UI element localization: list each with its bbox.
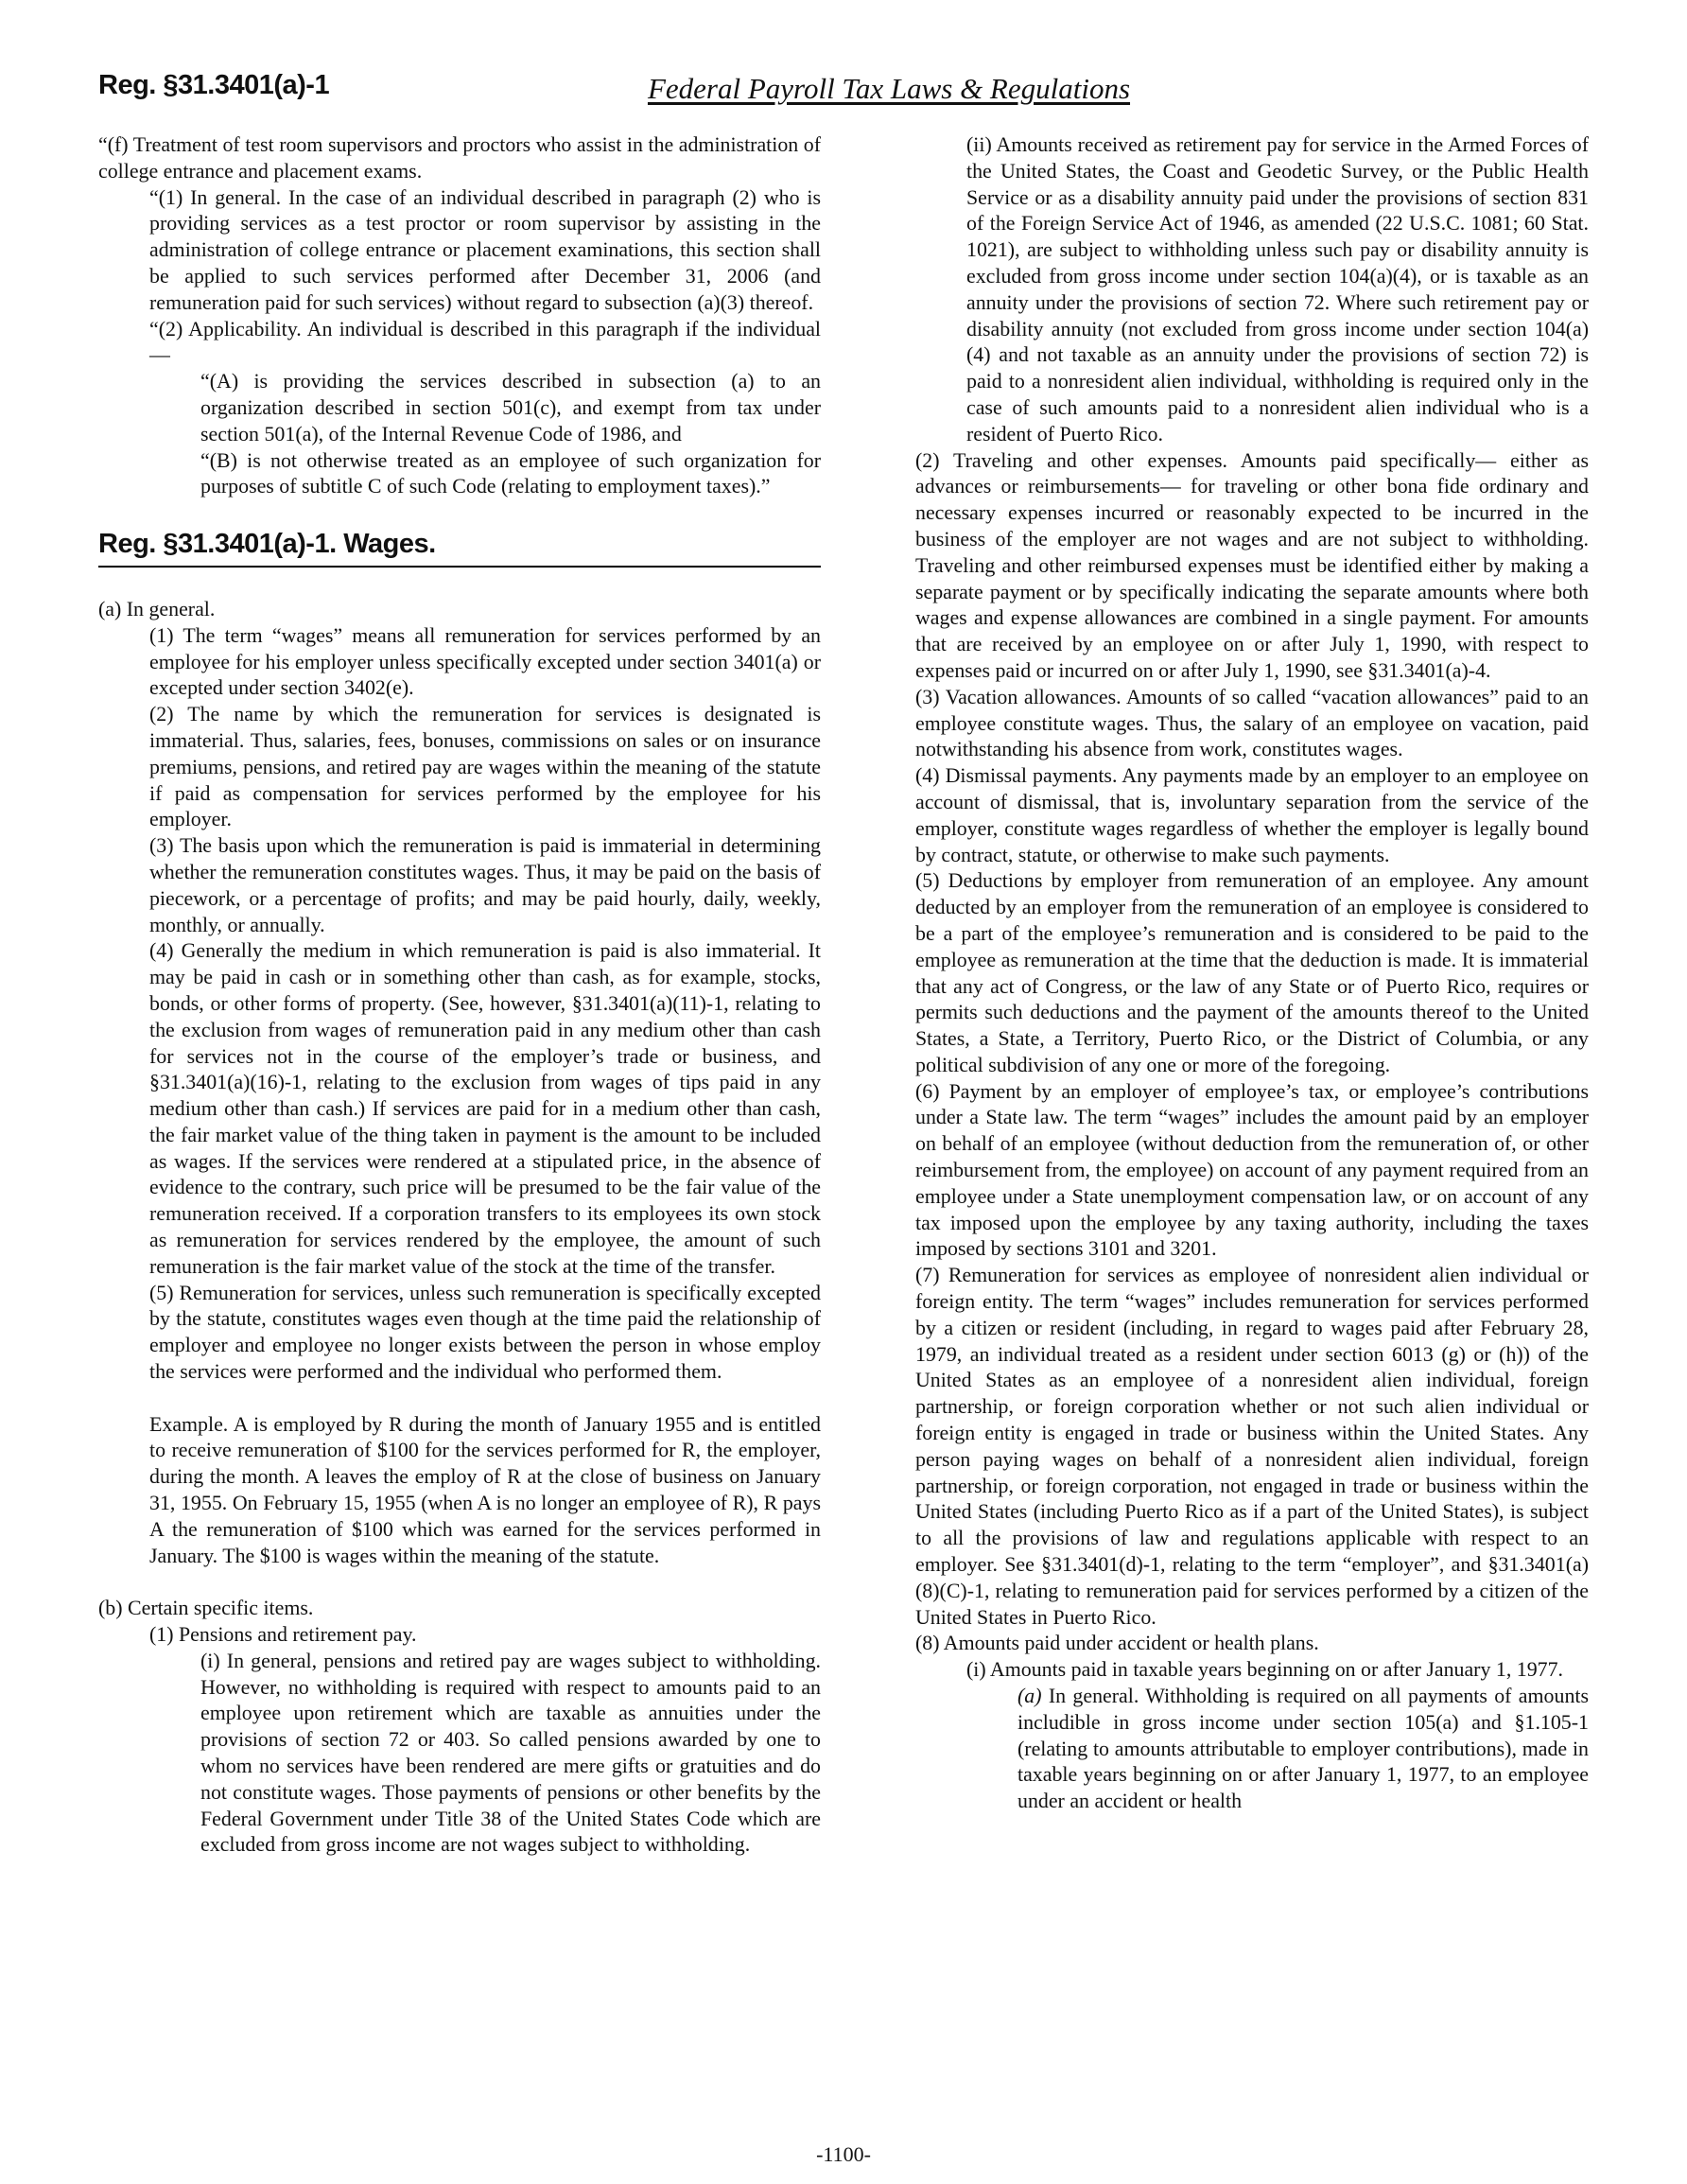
paragraph-f2: “(2) Applicability. An individual is described in this paragraph if the individual— [149, 316, 821, 367]
paragraph-b8i: (i) Amounts paid in taxable years beginning on or after January 1, 1977. [966, 1657, 1564, 1682]
paragraph-example: Example. A is employed by R during the month of January 1955 and is entitled to receive remuneration of $100 for the services performed for R, the employer, during the month. A leaves the employ of R at the close of business on January 31, 1955. On February 15, 1955 (when A is no longer an employee of R), R pays A the remuneration of $100 which was earned for the services performed in January. The $100 is wages within the meaning of the statute. [149, 1411, 821, 1567]
running-header-title: Federal Payroll Tax Laws & Regulations [647, 72, 1131, 105]
left-column [98, 131, 821, 1858]
section-title: Reg. §31.3401(a)-1. Wages. [98, 532, 821, 568]
paragraph-b1ii: (ii) Amounts received as retirement pay for service in the Armed Forces of the United States, the Coast and Geodetic Survey, or the Public Health Service or as a disability annuity paid under the provisions of section 831 of the Foreign Service Act of 1946, as amended (22 U.S.C. 1081; 60 Stat. 1021), are subject to withholding unless such pay or disability annuity is excluded from gross income under section 104(a)(4), or is taxable as an annuity under the provisions of section 72. Where such retirement pay or disability annuity (not excluded from gross income under section 104(a)(4) and not taxable as an annuity under the provisions of section 72) is paid to a nonresident alien individual, withholding is required only in the case of such amounts paid to a nonresident alien individual who is a resident of Puerto Rico. [966, 132, 1589, 446]
paragraph-a3: (3) The basis upon which the remuneration is paid is immaterial in determining whether the remuneration constitutes wages. Thus, it may be paid on the basis of piecework, or a percentage of profits; and may be paid hourly, daily, weekly, monthly, or annually. [149, 833, 821, 936]
paragraph-b6: (6) Payment by an employer of employee’s tax, or employee’s contributions under a State law. The term “wages” includes the amount paid by an employer on behalf of an employee (without deduction from the remuneration of, or other reimbursement from, the employee) on account of any payment required from an employee under a State unemployment compensation law, or on account of any tax imposed upon the employee by any taxing authority, including the taxes imposed by sections 3101 and 3201. [915, 1078, 1589, 1261]
paragraph-b8ia [915, 1683, 1589, 1814]
paragraph-f-heading: “(f) Treatment of test room supervisors and proctors who assist in the administration of college entrance and placement exams. [98, 132, 821, 183]
paragraph-b3: (3) Vacation allowances. Amounts of so called “vacation allowances” paid to an employee constitute wages. Thus, the salary of an employee on vacation, paid notwithstanding his absence from work, constitutes wages. [915, 684, 1589, 761]
paragraph-a2: (2) The name by which the remuneration for services is designated is immaterial. Thus, salaries, fees, bonuses, commissions on sales or on insurance premiums, pensions, and retired pay are wages within the meaning of the statute if paid as compensation for services performed by the employee for his employer. [149, 702, 821, 831]
paragraph-b2: (2) Traveling and other expenses. Amounts paid specifically— either as advances or reimbursements— for traveling or other bona fide ordinary and necessary expenses incurred or reasonably expected to be incurred in the business of the employer are not wages and are not subject to withholding. Traveling and other reimbursed expenses must be identified either by making a separate payment or by specifically indicating the separate amounts where both wages and expense allowances are combined in a single payment. For amounts that are received by an employee on or after July 1, 1990, with respect to expenses paid or incurred on or after July 1, 1990, see §31.3401(a)-4. [915, 447, 1589, 682]
paragraph-a4: (4) Generally the medium in which remuneration is paid is also immaterial. It may be paid in cash or in something other than cash, as for example, stocks, bonds, or other forms of property. (See, however, §31.3401(a)(11)-1, relating to the exclusion from wages of remuneration paid in any medium other than cash for services not in the course of the employer’s trade or business, and §31.3401(a)(16)-1, relating to the exclusion from wages of tips paid in any medium other than cash.) If services are paid for in a medium other than cash, the fair market value of the thing taken in payment is the amount to be included as wages. If the services were rendered at a stipulated price, in the absence of evidence to the contrary, such price will be presumed to be the fair value of the remuneration received. If a corporation transfers to its employees its own stock as remuneration for services rendered by the employee, the amount of such remuneration is the fair market value of the stock at the time of the transfer. [149, 938, 821, 1278]
paragraph-a-heading: (a) In general. [98, 596, 216, 620]
paragraph-b-heading: (b) Certain specific items. [98, 1596, 314, 1620]
paragraph-b1i: (i) In general, pensions and retired pay are wages subject to withholding. However, no withholding is required with respect to amounts paid to an employee upon retirement which are taxable as annuities under the provisions of section 72 or 403. So called pensions awarded by one to whom no services have been rendered are mere gifts or gratuities and do not constitute wages. Those payments of pensions or other benefits by the Federal Government under Title 38 of the United States Code which are excluded from gross income are not wages subject to withholding. [200, 1648, 821, 1857]
page-number: -1100- [816, 2142, 871, 2166]
paragraph-a5: (5) Remuneration for services, unless such remuneration is specifically excepted by the statute, constitutes wages even though at the time paid the relationship of employer and employee no longer exists between the person in whose employ the services were performed and the individual who performed them. [149, 1280, 821, 1384]
paragraph-b1: (1) Pensions and retirement pay. [149, 1622, 417, 1647]
paragraph-fB: “(B) is not otherwise treated as an employee of such organization for purposes of subtitle C of such Code (relating to employment taxes).” [200, 447, 821, 498]
paragraph-b4: (4) Dismissal payments. Any payments made by an employer to an employee on account of dismissal, that is, involuntary separation from the service of the employer, constitute wages regardless of whether the employer is legally bound by contract, statute, or otherwise to make such payments. [915, 763, 1589, 866]
paragraph-b8ia-text: In general. Withholding is required on all payments of amounts includible in gross income under section 105(a) and §1.105-1 (relating to amounts attributable to employer contributions), made in taxable years beginning on or after January 1, 1977, to an employee under an accident or health [1017, 1684, 1589, 1813]
paragraph-b5: (5) Deductions by employer from remuneration of an employee. Any amount deducted by an employer from the remuneration of an employee is considered to be a part of the employee’s remuneration and is considered to be paid to the employee as remuneration at the time that the deduction is made. It is immaterial that any act of Congress, or the law of any State or of Puerto Rico, requires or permits such deductions and the payment of the amounts thereof to the United States, a State, a Territory, Puerto Rico, or the District of Columbia, or any political subdivision of any one or more of the foregoing. [915, 868, 1589, 1076]
paragraph-b7: (7) Remuneration for services as employee of nonresident alien individual or foreign entity. The term “wages” includes remuneration for services performed by a citizen or resident (including, in regard to wages paid after February 28, 1979, an individual treated as a resident under section 6013 (g) or (h)) of the United States as an employee of a nonresident alien individual, foreign partnership, or foreign corporation whether or not such alien individual or foreign entity is engaged in trade or business within the United States. Any person paying wages on behalf of a nonresident alien individual, foreign partnership, or foreign corporation, not engaged in trade or business within the United States (including Puerto Rico as if a part of the United States), is subject to all the provisions of law and regulations applicable with respect to an employer. See §31.3401(d)-1, relating to the term “employer”, and §31.3401(a)(8)(C)-1, relating to remuneration paid for services performed by a citizen of the United States in Puerto Rico. [915, 1263, 1589, 1629]
paragraph-b8: (8) Amounts paid under accident or health plans. [915, 1631, 1319, 1655]
paragraph-fA: “(A) is providing the services described in subsection (a) to an organization described in section 501(c), and exempt from tax under section 501(a), of the Internal Revenue Code of 1986, and [200, 369, 821, 446]
paragraph-a1: (1) The term “wages” means all remuneration for services performed by an employee for his employer unless specifically excepted under section 3401(a) or excepted under section 3402(e). [149, 622, 821, 700]
paragraph-f1: “(1) In general. In the case of an individual described in paragraph (2) who is providing services as a test proctor or room supervisor by assisting in the administration of college entrance or placement examinations, this section shall be applied to such services performed after December 31, 2006 (and remuneration paid for such services) without regard to subsection (a)(3) thereof. [149, 184, 821, 314]
running-header-section: Reg. §31.3401(a)-1 [98, 70, 330, 100]
right-column [915, 131, 1589, 1814]
paragraph-b8ia-label: (a) [1017, 1684, 1042, 1708]
